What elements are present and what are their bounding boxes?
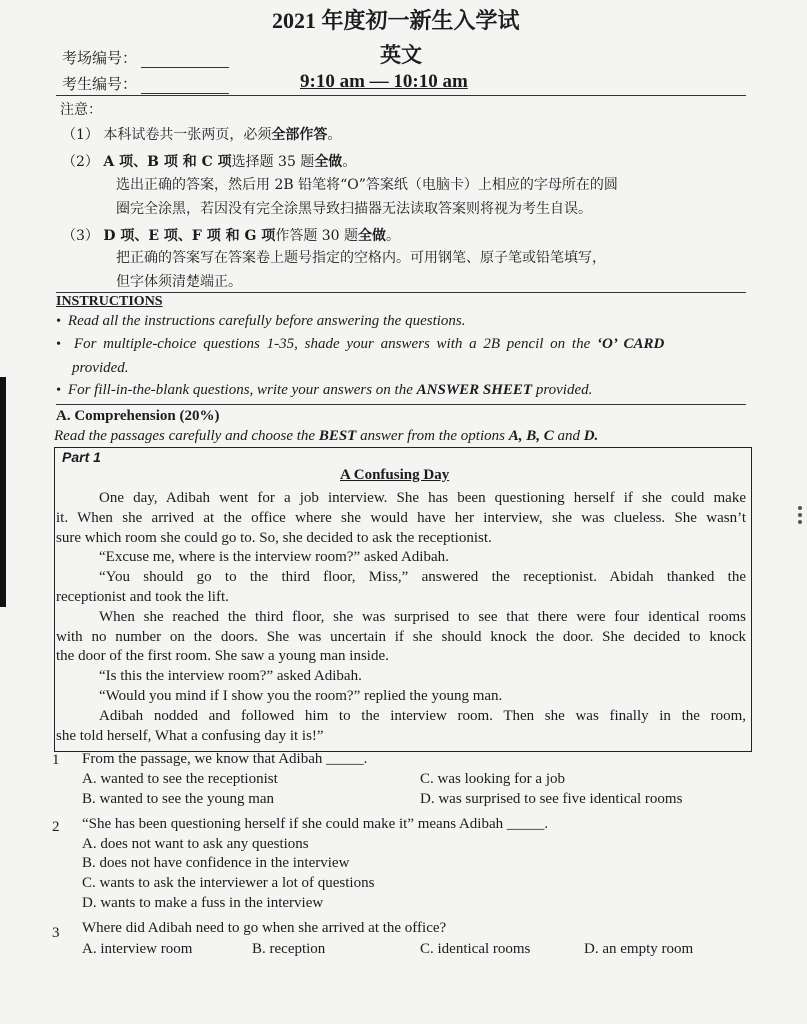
note-2-line-2: 选出正确的答案，然后用 2B 铅笔将“O”答案纸（电脑卡）上相应的字母所在的圆: [116, 177, 618, 193]
instruction-3-text: For fill-in-the-blank questions, write your answers on the: [67, 382, 417, 398]
note-3-line-2: 把正确的答案写在答案卷上题号指定的空格内。可用钢笔、原子笔或铅笔填写，: [116, 250, 606, 266]
note-2-bold: A 项、B 项 和 C 项: [103, 154, 232, 170]
directions-and: and: [553, 428, 584, 444]
note-2-text: 选择题 35 题: [231, 154, 315, 170]
instructions-divider: [56, 404, 746, 405]
exam-time: 9:10 am — 10:10 am: [300, 71, 468, 92]
bullet-icon: •: [56, 314, 68, 329]
notes-heading: 注意：: [60, 102, 102, 118]
instructions-heading: INSTRUCTIONS: [56, 294, 163, 309]
bullet-icon: •: [56, 337, 74, 352]
bullet-icon: •: [56, 383, 68, 398]
note-2: [62, 151, 356, 171]
note-2-bold2: 全做: [314, 154, 343, 170]
directions-text-2: answer from the options: [356, 428, 509, 444]
passage-line: “Is this the interview room?” asked Adibah.: [99, 668, 362, 685]
scan-edge: [0, 377, 6, 607]
note-2-line-3: 圈完全涂黑，若因没有完全涂黑导致扫描器无法读取答案则将视为考生自误。: [116, 201, 592, 217]
instruction-3-end: provided.: [532, 382, 593, 398]
section-a-directions: [54, 428, 598, 445]
passage-line: it. When she arrived at the office where she would have her interview, she was clueless. She wasn’t: [56, 509, 746, 526]
option-a: A. interview room: [82, 941, 193, 957]
passage-title: A Confusing Day: [340, 467, 450, 483]
notes-divider: [56, 292, 746, 293]
instruction-2-line-2: provided.: [72, 360, 129, 376]
question-number: 3: [52, 925, 60, 941]
instruction-2: [56, 336, 756, 353]
note-1-text: 本科试卷共一张两页，必须: [103, 127, 272, 143]
option-d: D. wants to make a fuss in the interview: [82, 895, 324, 911]
option-b: B. wanted to see the young man: [82, 791, 275, 807]
option-d: D. was surprised to see five identical rooms: [420, 791, 683, 807]
passage-line: sure which room she could go to. So, she decided to ask the receptionist.: [56, 529, 492, 546]
candidate-label: 考生编号：: [62, 75, 138, 93]
note-3-number: （3）: [62, 228, 99, 244]
exam-room-label: 考场编号：: [62, 49, 138, 67]
option-c: C. identical rooms: [420, 941, 531, 957]
note-3-bold: D 项、E 项、F 项 和 G 项: [103, 228, 276, 244]
more-options-icon[interactable]: [798, 506, 802, 527]
note-1-number: （1）: [62, 127, 99, 143]
directions-best: BEST: [318, 428, 357, 444]
part-label: Part 1: [62, 449, 101, 465]
question-stem: Where did Adibah need to go when she arrived at the office?: [82, 920, 447, 936]
question-stem: “She has been questioning herself if she could make it” means Adibah _____.: [82, 816, 549, 832]
instruction-1-text: Read all the instructions carefully before answering the questions.: [67, 313, 466, 329]
option-b: B. reception: [252, 941, 326, 957]
passage-line: When she reached the third floor, she was surprised to see that there were four identical rooms: [99, 608, 746, 625]
note-3-end: 。: [386, 228, 401, 244]
directions-options: A, B, C: [508, 428, 554, 444]
header-divider: [56, 95, 746, 96]
instruction-3-bold: ANSWER SHEET: [416, 382, 533, 398]
option-d: D. an empty room: [584, 941, 694, 957]
question-number: 2: [52, 819, 60, 835]
passage-line: “You should go to the third floor, Miss,” answered the receptionist. Abidah thanked the: [99, 569, 746, 586]
passage-line: One day, Adibah went for a job interview. She has been questioning herself if she could make: [99, 490, 746, 506]
candidate-blank: [141, 79, 229, 94]
passage-line: Adibah nodded and followed him to the interview room. Then she was finally in the room,: [99, 707, 746, 724]
passage-line: “Excuse me, where is the interview room?” asked Adibah.: [99, 549, 449, 566]
instruction-1: [56, 313, 466, 330]
passage-line: “Would you mind if I show you the room?” replied the young man.: [99, 688, 503, 704]
exam-room-field: [62, 47, 229, 68]
option-b: B. does not have confidence in the interview: [82, 855, 350, 871]
exam-room-blank: [141, 53, 229, 68]
passage-line: with no number on the doors. She was uncertain if she should knock the door. She decided to knock: [56, 628, 746, 645]
section-a-heading: A. Comprehension (20%): [56, 408, 220, 424]
note-3-bold2: 全做: [358, 228, 387, 244]
note-3-text: 作答题 30 题: [275, 228, 359, 244]
option-c: C. was looking for a job: [420, 771, 565, 787]
passage-line: she told herself, What a confusing day it is!”: [56, 727, 324, 744]
question-number: 1: [52, 752, 60, 768]
question-stem: From the passage, we know that Adibah _____.: [82, 751, 368, 767]
instruction-2-bold: ‘O’ CARD: [597, 336, 665, 352]
note-2-number: （2）: [62, 154, 99, 170]
note-2-end: 。: [342, 154, 357, 170]
option-c: C. wants to ask the interviewer a lot of questions: [82, 875, 375, 891]
note-1-end: 。: [327, 127, 342, 143]
option-a: A. wanted to see the receptionist: [82, 771, 278, 787]
passage-line: receptionist and took the lift.: [56, 589, 229, 605]
candidate-field: [62, 73, 229, 94]
exam-title: 2021 年度初一新生入学试: [272, 8, 520, 33]
instruction-3: [56, 382, 592, 399]
option-a: A. does not want to ask any questions: [82, 836, 309, 852]
note-3-line-3: 但字体须清楚端正。: [116, 274, 242, 290]
directions-text: Read the passages carefully and choose the: [54, 428, 319, 444]
instruction-2-text: For multiple-choice questions 1-35, shade your answers with a 2B pencil on the: [73, 336, 598, 352]
passage-line: the door of the first room. She saw a young man inside.: [56, 648, 389, 665]
note-1: [62, 124, 341, 144]
note-1-bold: 全部作答: [271, 127, 328, 143]
subject-title: 英文: [380, 43, 422, 67]
directions-d: D.: [583, 428, 599, 444]
note-3: [62, 225, 400, 245]
